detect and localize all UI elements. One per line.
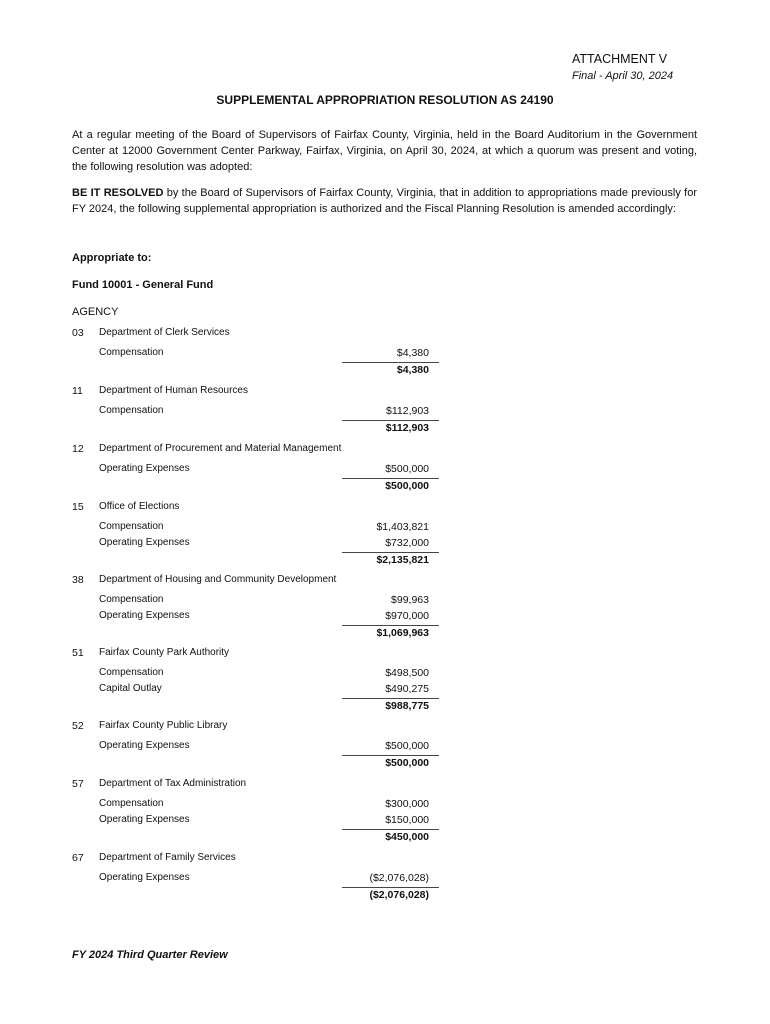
final-date: Final - April 30, 2024 [572, 70, 674, 82]
agency-code: 51 [72, 647, 84, 659]
line-item-amount: $500,000 [385, 740, 429, 752]
agency-name: Department of Family Services [99, 852, 236, 863]
line-item-amount: ($2,076,028) [369, 872, 429, 884]
subtotal-underline [342, 420, 439, 421]
appropriate-to-heading: Appropriate to: [72, 252, 152, 264]
subtotal-underline [342, 829, 439, 830]
line-item-label: Operating Expenses [99, 610, 190, 621]
line-item-amount: $732,000 [385, 537, 429, 549]
line-item-amount: $150,000 [385, 814, 429, 826]
agency-total: $4,380 [396, 364, 429, 376]
document-title: SUPPLEMENTAL APPROPRIATION RESOLUTION AS 24190 [216, 93, 554, 107]
footer-text: FY 2024 Third Quarter Review [72, 949, 228, 961]
agency-total: $988,775 [385, 700, 429, 712]
line-item-amount: $1,403,821 [376, 521, 429, 533]
line-item-label: Compensation [99, 798, 164, 809]
agency-total: $112,903 [385, 422, 429, 434]
subtotal-underline [342, 478, 439, 479]
agency-name: Department of Tax Administration [99, 778, 247, 789]
agency-code: 12 [72, 443, 84, 455]
subtotal-underline [342, 625, 439, 626]
line-item-label: Operating Expenses [99, 740, 190, 751]
agency-code: 67 [72, 852, 84, 864]
agency-column-label: AGENCY [72, 306, 119, 318]
line-item-label: Operating Expenses [99, 814, 190, 825]
agency-total: $450,000 [385, 831, 429, 843]
agency-name: Department of Clerk Services [99, 327, 230, 338]
agency-total: $500,000 [385, 480, 429, 492]
agency-name: Fairfax County Public Library [99, 720, 228, 731]
line-item-label: Compensation [99, 405, 164, 416]
agency-name: Office of Elections [99, 501, 180, 512]
resolved-paragraph [72, 185, 697, 217]
subtotal-underline [342, 887, 439, 888]
fund-heading: Fund 10001 - General Fund [72, 279, 214, 291]
line-item-label: Operating Expenses [99, 463, 190, 474]
agency-total: $1,069,963 [376, 627, 429, 639]
agency-code: 57 [72, 778, 84, 790]
line-item-label: Operating Expenses [99, 872, 190, 883]
subtotal-underline [342, 698, 439, 699]
agency-code: 15 [72, 501, 84, 513]
agency-code: 38 [72, 574, 84, 586]
agency-total: $500,000 [385, 757, 429, 769]
line-item-amount: $4,380 [396, 347, 429, 359]
line-item-label: Capital Outlay [99, 683, 162, 694]
agency-name: Department of Procurement and Material Management [99, 443, 342, 454]
line-item-label: Compensation [99, 667, 164, 678]
line-item-amount: $300,000 [385, 798, 429, 810]
subtotal-underline [342, 362, 439, 363]
line-item-label: Operating Expenses [99, 537, 190, 548]
line-item-amount: $99,963 [391, 594, 429, 606]
agency-name: Department of Human Resources [99, 385, 248, 396]
resolved-text: by the Board of Supervisors of Fairfax County, Virginia, that in addition to appropriations made previously for FY 2024, the following supplemental appropriation is authorized and the Fiscal Planning Resolution is amended accordingly: [72, 187, 697, 216]
line-item-label: Compensation [99, 521, 164, 532]
line-item-amount: $500,000 [385, 463, 429, 475]
agency-name: Fairfax County Park Authority [99, 647, 230, 658]
subtotal-underline [342, 755, 439, 756]
agency-name: Department of Housing and Community Development [99, 574, 337, 585]
agency-code: 03 [72, 327, 84, 339]
line-item-label: Compensation [99, 347, 164, 358]
line-item-amount: $970,000 [385, 610, 429, 622]
line-item-label: Compensation [99, 594, 164, 605]
agency-code: 11 [72, 385, 83, 397]
attachment-label: ATTACHMENT V [572, 52, 668, 66]
resolved-lead: BE IT RESOLVED [72, 187, 164, 199]
agency-total: $2,135,821 [376, 554, 429, 566]
line-item-amount: $498,500 [385, 667, 429, 679]
agency-total: ($2,076,028) [369, 889, 429, 901]
line-item-amount: $490,275 [385, 683, 429, 695]
intro-paragraph: At a regular meeting of the Board of Supervisors of Fairfax County, Virginia, held in the Board Auditorium in the Government Center at 12000 Government Center Parkway, Fairfax, Virginia, on April 30, 2024, at which a quorum was present and voting, the following resolution was adopted: [72, 129, 697, 174]
subtotal-underline [342, 552, 439, 553]
line-item-amount: $112,903 [385, 405, 429, 417]
agency-code: 52 [72, 720, 84, 732]
